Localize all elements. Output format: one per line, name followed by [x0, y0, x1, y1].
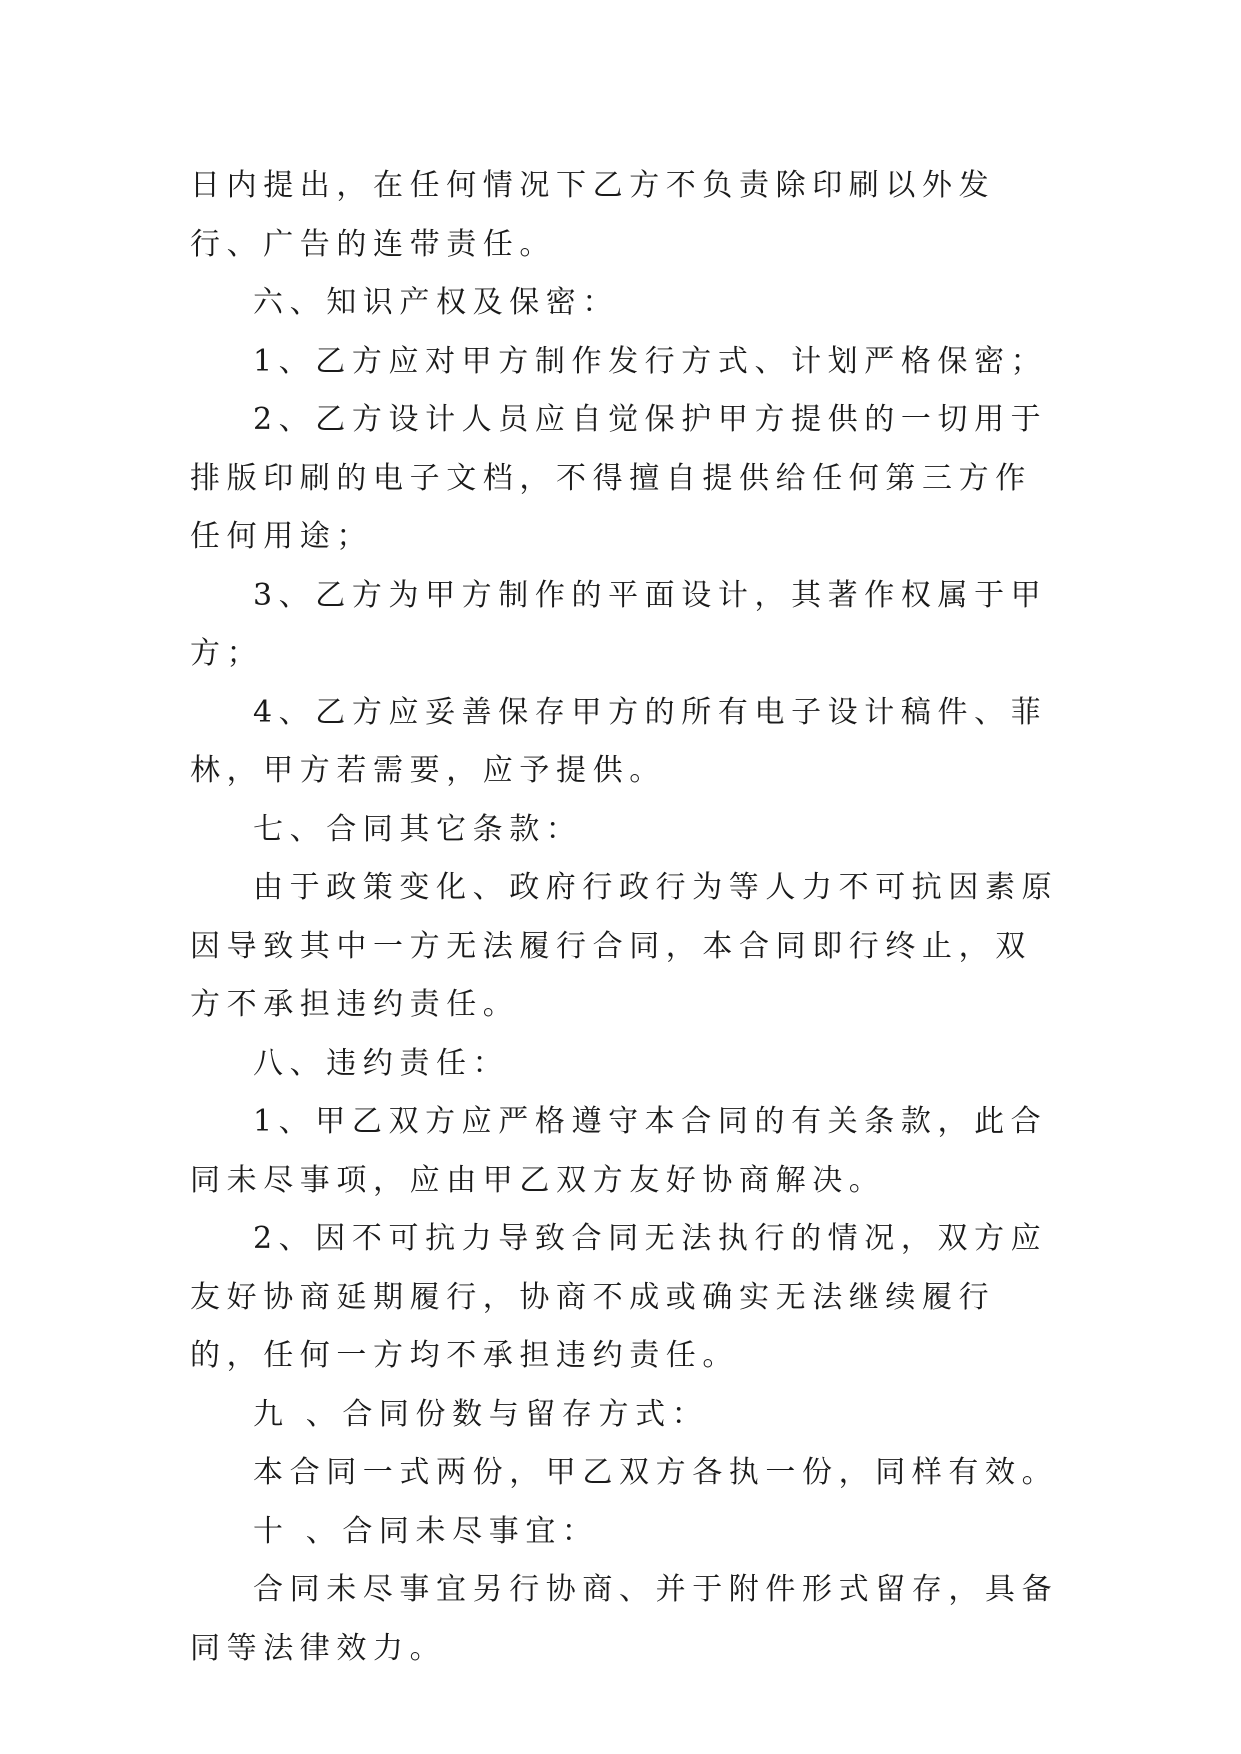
section-heading-intellectual-property: 六、知识产权及保密： — [253, 285, 619, 320]
paragraph: 由于政策变化、政府行政行为等人力不可抗因素原因导致其中一方无法履行合同，本合同即行终止，双方不承担违约责任。 — [190, 870, 1059, 1022]
paragraph: 日内提出，在任何情况下乙方不负责除印刷以外发行、广告的连带责任。 — [190, 168, 996, 262]
paragraph: 1、甲乙双方应严格遵守本合同的有关条款，此合同未尽事项，应由甲乙双方友好协商解决。 — [190, 1104, 1048, 1198]
section-heading-copies: 九 、合同份数与留存方式： — [253, 1396, 709, 1432]
section-heading-liability: 八、违约责任： — [253, 1045, 510, 1081]
document-body — [190, 157, 1060, 1678]
section-heading-other-terms: 七、合同其它条款： — [253, 811, 583, 847]
paragraph: 本合同一式两份，甲乙双方各执一份，同样有效。 — [253, 1455, 1059, 1490]
paragraph: 2、乙方设计人员应自觉保护甲方提供的一切用于排版印刷的电子文档，不得擅自提供给任何第三方作任何用途； — [190, 402, 1048, 554]
section-heading-unresolved-matters: 十 、合同未尽事宜： — [253, 1513, 599, 1549]
paragraph: 3、乙方为甲方制作的平面设计，其著作权属于甲方； — [190, 577, 1048, 671]
paragraph: 2、因不可抗力导致合同无法执行的情况，双方应友好协商延期履行，协商不成或确实无法继续履行的，任何一方均不承担违约责任。 — [190, 1221, 1048, 1373]
paragraph: 合同未尽事宜另行协商、并于附件形式留存，具备同等法律效力。 — [190, 1572, 1059, 1666]
paragraph: 4、乙方应妥善保存甲方的所有电子设计稿件、菲林，甲方若需要，应予提供。 — [190, 694, 1048, 788]
paragraph: 1、乙方应对甲方制作发行方式、计划严格保密； — [253, 343, 1048, 379]
